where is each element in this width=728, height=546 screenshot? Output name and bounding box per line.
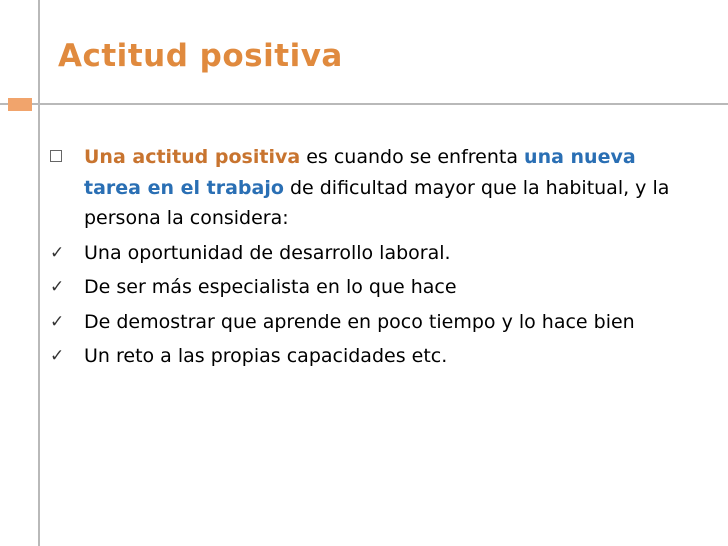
bullet-item-2 bbox=[50, 238, 690, 269]
square-bullet-icon bbox=[50, 142, 74, 173]
bullet-text: De ser más especialista en lo que hace bbox=[84, 276, 457, 298]
bullet-text: Una oportunidad de desarrollo laboral. bbox=[84, 241, 451, 264]
keyword-nueva-tarea: una nueva tarea en el trabajo bbox=[84, 146, 636, 199]
bullet-item-4 bbox=[50, 307, 690, 338]
bullet-item-1 bbox=[50, 142, 690, 234]
keyword-actitud-positiva: Una actitud positiva bbox=[84, 146, 301, 168]
checkmark-bullet-icon: ✓ bbox=[50, 311, 65, 332]
bullet-item-3 bbox=[50, 272, 690, 303]
bullet-text: es cuando se enfrenta bbox=[300, 146, 525, 168]
slide-title: Actitud positiva bbox=[58, 38, 343, 74]
checkmark-bullet-icon: ✓ bbox=[50, 277, 65, 297]
bullet-list bbox=[50, 142, 690, 376]
checkmark-bullet-icon: ✓ bbox=[50, 346, 65, 366]
bullet-text: de dificultad mayor que la habitual, y la persona la considera: bbox=[84, 176, 670, 229]
bullet-item-5 bbox=[50, 341, 690, 372]
bullet-text: De demostrar que aprende en poco tiempo y lo hace bien bbox=[84, 310, 635, 333]
bullet-text: Un reto a las propias capacidades etc. bbox=[84, 345, 448, 367]
horizontal-divider bbox=[0, 103, 728, 105]
vertical-divider bbox=[38, 0, 40, 546]
checkmark-bullet-icon: ✓ bbox=[50, 242, 65, 263]
accent-square bbox=[8, 98, 32, 111]
